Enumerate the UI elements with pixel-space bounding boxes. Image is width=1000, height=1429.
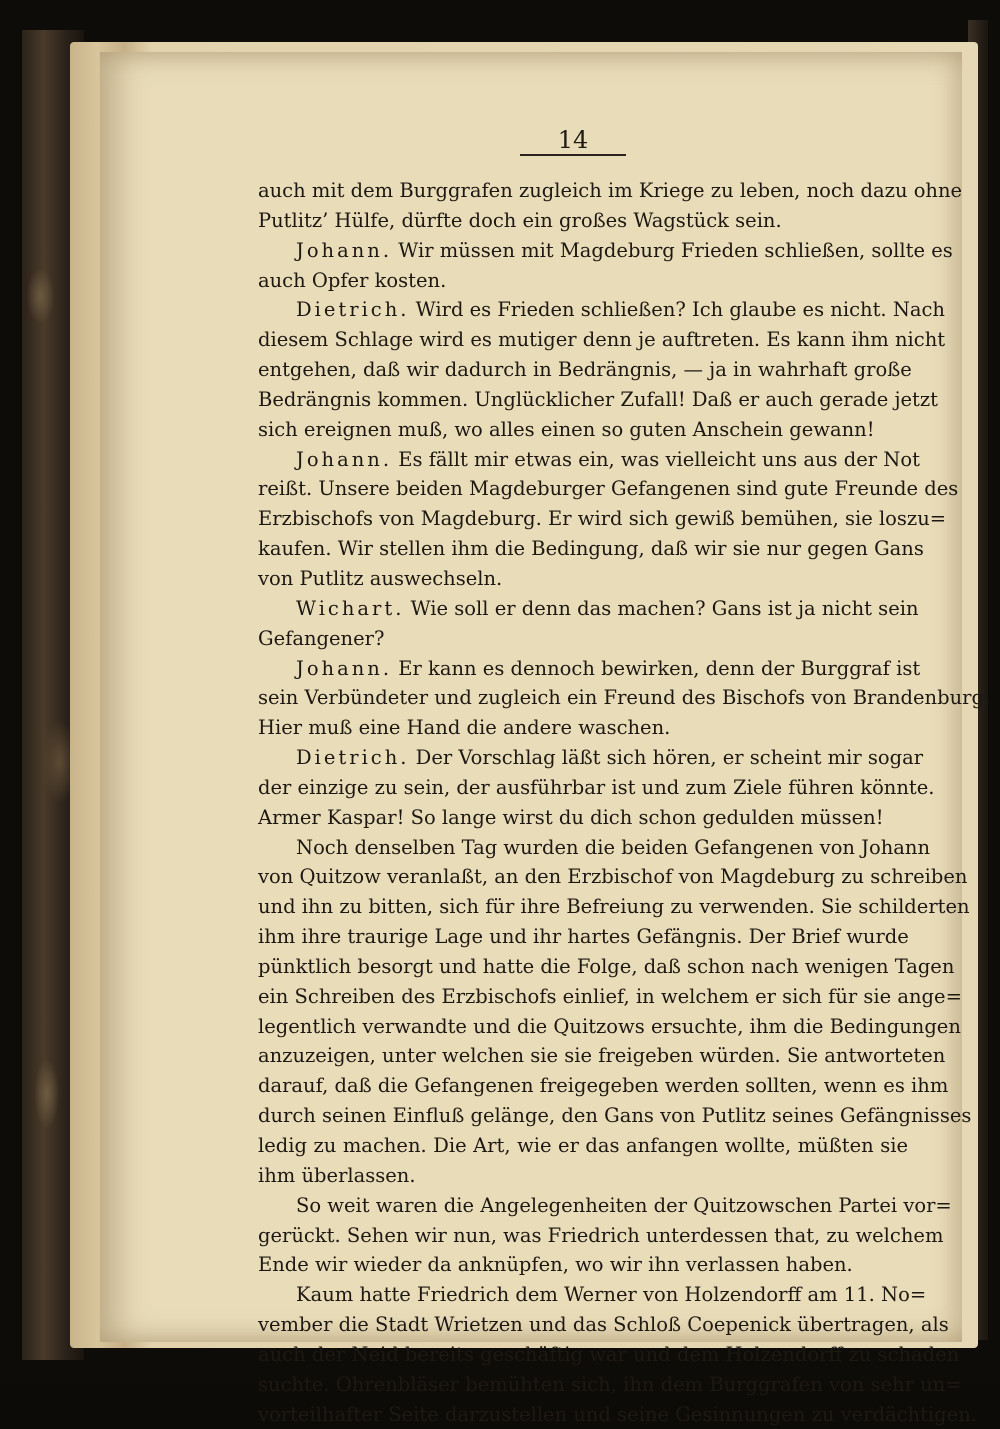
line-text: Er kann es dennoch bewirken, denn der Burggraf ist	[392, 656, 921, 680]
line-text: sich ereignen muß, wo alles einen so guten Anschein gewann!	[258, 417, 875, 441]
line-text: ihm überlassen.	[258, 1163, 416, 1187]
line-text: ihm ihre traurige Lage und ihr hartes Gefängnis. Der Brief wurde	[258, 925, 909, 949]
speaker-name: Wichart.	[296, 596, 405, 620]
text-line	[258, 594, 919, 624]
text-line	[258, 1280, 927, 1310]
line-text: auch mit dem Burggrafen zugleich im Kriege zu leben, noch dazu ohne	[258, 179, 963, 202]
line-text: entgehen, daß wir dadurch in Bedrängnis, — ja in wahrhaft große	[258, 358, 912, 382]
line-text: Bedrängnis kommen. Unglücklicher Zufall! Daß er auch gerade jetzt	[258, 387, 938, 411]
text-line	[258, 713, 908, 743]
text-line	[258, 654, 921, 684]
text-line	[258, 862, 968, 892]
line-text: ein Schreiben des Erzbischofs einlief, in welchem er sich für sie ange=	[258, 984, 962, 1008]
text-line	[258, 415, 908, 445]
line-text: Wir müssen mit Magdeburg Frieden schließen, sollte es	[392, 238, 953, 262]
text-line	[258, 385, 938, 415]
line-text: Ende wir wieder da anknüpfen, wo wir ihn verlassen haben.	[258, 1253, 853, 1277]
line-text: So weit waren die Angelegenheiten der Quitzowschen Partei vor=	[296, 1193, 952, 1217]
text-line	[258, 474, 959, 504]
text-line	[258, 892, 970, 922]
text-line	[258, 564, 908, 594]
text-line	[258, 206, 908, 236]
line-text: auch Opfer kosten.	[258, 268, 447, 292]
text-line	[258, 236, 953, 266]
text-line	[258, 266, 908, 296]
text-line	[258, 1340, 960, 1370]
text-line	[258, 1191, 952, 1221]
text-line	[258, 803, 908, 833]
line-text: Der Vorschlag läßt sich hören, er scheint mir sogar	[409, 746, 924, 770]
line-text: diesem Schlage wird es mutiger denn je auftreten. Es kann ihm nicht	[258, 328, 946, 352]
line-text: pünktlich besorgt und hatte die Folge, daß schon nach wenigen Tagen	[258, 954, 955, 978]
text-line	[258, 952, 955, 982]
line-text: Putlitz’ Hülfe, dürfte doch ein großes Wagstück sein.	[258, 208, 782, 232]
text-line	[258, 355, 912, 385]
line-text: Wird es Frieden schließen? Ich glaube es nicht. Nach	[409, 298, 945, 322]
line-text: gerückt. Sehen wir nun, was Friedrich unterdessen that, zu welchem	[258, 1223, 944, 1247]
text-line	[258, 445, 920, 475]
speaker-name: Johann.	[296, 447, 393, 471]
text-line	[258, 1041, 946, 1071]
speaker-name: Dietrich.	[296, 746, 410, 770]
text-line	[258, 982, 962, 1012]
line-text: Armer Kaspar! So lange wirst du dich schon gedulden müssen!	[258, 805, 884, 829]
line-text: Gefangener?	[258, 626, 385, 650]
line-text: kaufen. Wir stellen ihm die Bedingung, daß wir sie nur gegen Gans	[258, 537, 924, 561]
line-text: Es fällt mir etwas ein, was vielleicht uns aus der Not	[392, 447, 920, 471]
line-text: reißt. Unsere beiden Magdeburger Gefangenen sind gute Freunde des	[258, 477, 959, 501]
text-line	[258, 1071, 949, 1101]
text-line	[258, 1370, 962, 1400]
text-line	[258, 176, 963, 206]
line-text: darauf, daß die Gefangenen freigegeben werden sollten, wenn es ihm	[258, 1074, 949, 1098]
line-text: ledig zu machen. Die Art, wie er das anfangen wollte, müßten sie	[258, 1134, 908, 1157]
line-text: legentlich verwandte und die Quitzows ersuchte, ihm die Bedingungen	[258, 1014, 961, 1038]
line-text: vorteilhafter Seite darzustellen und seine Gesinnungen zu verdächtigen.	[258, 1402, 977, 1426]
page-number: 14	[557, 126, 589, 154]
speaker-name: Johann.	[296, 656, 393, 680]
text-line	[258, 1221, 944, 1251]
text-line	[258, 534, 924, 564]
text-line	[258, 1310, 949, 1340]
speaker-name: Dietrich.	[296, 298, 410, 322]
text-line	[258, 683, 991, 713]
text-line	[258, 1101, 972, 1131]
text-line	[258, 295, 945, 325]
line-text: der einzige zu sein, der ausführbar ist und zum Ziele führen könnte.	[258, 775, 935, 799]
line-text: sein Verbündeter und zugleich ein Freund des Bischofs von Brandenburg.	[258, 686, 991, 710]
speaker-name: Johann.	[296, 238, 393, 262]
line-text: Erzbischofs von Magdeburg. Er wird sich gewiß bemühen, sie loszu=	[258, 507, 947, 531]
text-line	[258, 1012, 961, 1042]
text-line	[258, 1131, 908, 1161]
line-text: Hier muß eine Hand die andere waschen.	[258, 716, 671, 740]
text-line	[258, 1400, 977, 1429]
line-text: suchte. Ohrenbläser bemühten sich, ihn dem Burggrafen von sehr un=	[258, 1372, 962, 1396]
text-line	[258, 624, 908, 654]
line-text: von Quitzow veranlaßt, an den Erzbischof von Magdeburg zu schreiben	[258, 865, 968, 889]
line-text: vember die Stadt Wrietzen und das Schloß Coepenick übertragen, als	[258, 1313, 949, 1337]
line-text: auch der Neid bereits geschäftig war und dem Holzendorff zu schaden	[258, 1342, 960, 1366]
text-line	[258, 1161, 908, 1191]
text-line	[258, 922, 908, 952]
text-line	[258, 1250, 908, 1280]
line-text: von Putlitz auswechseln.	[258, 566, 503, 590]
line-text: durch seinen Einfluß gelänge, den Gans von Putlitz seines Gefängnisses	[258, 1104, 972, 1128]
line-text: Wie soll er denn das machen? Gans ist ja nicht sein	[404, 596, 919, 620]
text-line	[258, 325, 946, 355]
line-text: anzuzeigen, unter welchen sie sie freigeben würden. Sie antworteten	[258, 1044, 946, 1068]
line-text: und ihn zu bitten, sich für ihre Befreiung zu verwenden. Sie schilderten	[258, 895, 970, 919]
page-number-rule	[520, 154, 626, 156]
body-text	[258, 176, 991, 1429]
text-line	[258, 833, 931, 863]
line-text: Kaum hatte Friedrich dem Werner von Holzendorff am 11. No=	[296, 1283, 927, 1307]
text-line	[258, 743, 924, 773]
text-line	[258, 773, 935, 803]
text-line	[258, 504, 947, 534]
line-text: Noch denselben Tag wurden die beiden Gefangenen von Johann	[296, 835, 931, 859]
